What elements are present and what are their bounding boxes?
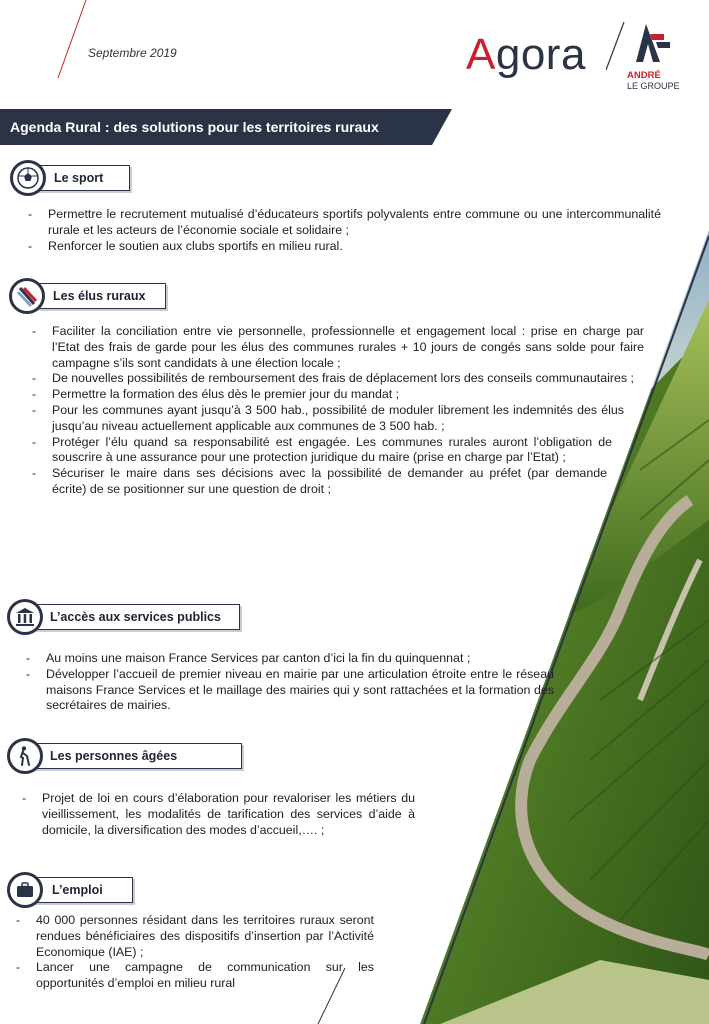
list-item: - Sécuriser le maire dans ses décisions avec la possibilité de demander au préfet (par demande écrite) de se positionner sur une question de droit ; [32, 466, 607, 498]
section-title-services: L’accès aux services publics [50, 610, 221, 624]
list-item: - Projet de loi en cours d’élaboration pour revaloriser les métiers du vieillissement, les modalités de tarification des services d’aide à domicile, la diversification des modes d’accueil,…. ; [22, 791, 415, 838]
brand-title [466, 30, 586, 80]
list-item: - Pour les communes ayant jusqu’à 3 500 hab., possibilité de moduler librement les indemnités des élus jusqu’au niveau actuellement applicable aux communes de 3 500 hab. ; [32, 403, 624, 435]
section-title-emploi: L’emploi [52, 883, 103, 897]
section-title-agees: Les personnes âgées [50, 749, 178, 763]
list-emploi [16, 913, 374, 992]
list-item: - Au moins une maison France Services par canton d’ici la fin du quinquennat ; [26, 651, 554, 667]
list-item: - Protéger l’élu quand sa responsabilité est engagée. Les communes rurales auront l’obligation de souscrire à une assurance pour une protection juridique du maire (prise en charge par l’Etat) ; [32, 435, 612, 467]
list-item: - De nouvelles possibilités de remboursement des frais de déplacement lors des conseils communautaires ; [32, 371, 644, 387]
list-item: - 40 000 personnes résidant dans les territoires ruraux seront rendues bénéficiaires des dispositifs d’insertion par l’Activité Economique (IAE) ; [16, 913, 374, 960]
list-item: - Permettre le recrutement mutualisé d’éducateurs sportifs polyvalents entre commune ou une intercommunalité rurale et les acteurs de l’économie sociale et solidaire ; [28, 207, 661, 239]
list-services [26, 651, 554, 714]
public-building-icon [7, 599, 43, 635]
list-item: - Renforcer le soutien aux clubs sportifs en milieu rural. [28, 239, 661, 255]
andre-logo-icon [606, 22, 676, 70]
logo-sub: LE GROUPE [627, 81, 680, 91]
list-item: - Développer l’accueil de premier niveau en mairie par une articulation étroite entre le réseau maisons France Services et le maillage des mairies qui y sont rattachées et la formation des secrétaires de mairies. [26, 667, 554, 714]
date-label: Septembre 2019 [88, 46, 177, 60]
list-elus [32, 324, 644, 498]
list-item: - Permettre la formation des élus dès le premier jour du mandat ; [32, 387, 644, 403]
briefcase-icon [7, 872, 43, 908]
soccer-ball-icon [10, 160, 46, 196]
logo-text [627, 70, 680, 92]
page-title: Agenda Rural : des solutions pour les territoires ruraux [10, 119, 379, 135]
section-title-elus: Les élus ruraux [53, 289, 146, 303]
list-item: - Faciliter la conciliation entre vie personnelle, professionnelle et engagement local : prise en charge par l’Etat des frais de garde pour les élus des communes rurales + 10 jours de congés sans solde pour faire campagne s’ils sont candidats à une élection locale ; [32, 324, 644, 371]
brand-initial: A [466, 30, 496, 79]
tricolor-sash-icon [9, 278, 45, 314]
brand-rest: gora [495, 30, 586, 79]
list-item: - Lancer une campagne de communication sur les opportunités d’emploi en milieu rural [16, 960, 374, 992]
logo-name: ANDRÉ [627, 70, 661, 81]
section-title-sport: Le sport [54, 171, 104, 185]
list-agees [22, 791, 415, 838]
elderly-person-icon [7, 738, 43, 774]
list-sport [28, 207, 661, 254]
